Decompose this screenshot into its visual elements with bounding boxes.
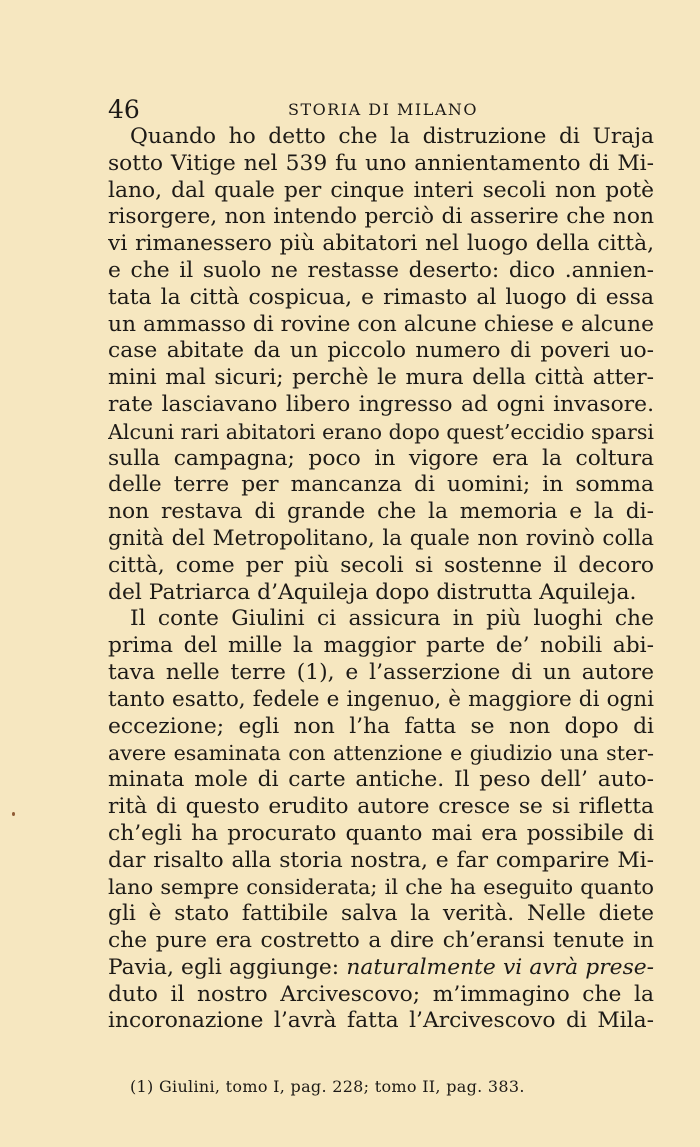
text-line: vi rimanessero più abitatori nel luogo della città, [108, 231, 654, 257]
text-line: rità di questo erudito autore cresce se si rifletta [108, 793, 654, 819]
text-line: ch’egli ha procurato quanto mai era possibile di [108, 820, 654, 846]
text-line: e che il suolo ne restasse deserto: dico .annien- [108, 257, 654, 283]
text-line: prima del mille la maggior parte de’ nobili abi- [108, 633, 654, 659]
body-text [108, 124, 654, 1035]
text-line: delle terre per mancanza di uomini; in somma [108, 472, 654, 498]
text-line: sotto Vitige nel 539 fu uno annientamento di Mi- [108, 150, 654, 176]
text-line: sulla campagna; poco in vigore era la coltura [108, 445, 654, 471]
text-line: città, come per più secoli si sostenne il decoro [108, 552, 654, 578]
text-line-italic: duto il nostro Arcivescovo; m’immagino che la [108, 981, 654, 1007]
text-line: un ammasso di rovine con alcune chiese e alcune [108, 311, 654, 337]
footnote: (1) Giulini, tomo I, pag. 228; tomo II, pag. 383. [130, 1077, 525, 1096]
text-line-italic: naturalmente vi avrà prese- [346, 954, 654, 980]
text-line: non restava di grande che la memoria e la di- [108, 499, 654, 525]
text-line: rate lasciavano libero ingresso ad ogni invasore. [108, 391, 654, 417]
text-line: lano, dal quale per cinque interi secoli non potè [108, 177, 654, 203]
text-line-roman: Pavia, egli aggiunge: [108, 954, 340, 980]
text-line: tava nelle terre (1), e l’asserzione di un autore [108, 659, 654, 685]
page-header [108, 96, 653, 124]
running-title: STORIA DI MILANO [288, 100, 478, 119]
text-line-mixed [108, 955, 654, 982]
text-line: avere esaminata con attenzione e giudizio una ster- [108, 741, 654, 766]
text-line: minata mole di carte antiche. Il peso dell’ auto- [108, 767, 654, 793]
text-line: mini mal sicuri; perchè le mura della città atter- [108, 365, 654, 391]
text-line: tanto esatto, fedele e ingenuo, è maggiore di ogni [108, 686, 654, 712]
text-line: case abitate da un piccolo numero di poveri uo- [108, 338, 654, 364]
text-line-italic: incoronazione l’avrà fatta l’Arcivescovo di Mila- [108, 1008, 654, 1034]
text-line: Quando ho detto che la distruzione di Uraja [130, 124, 654, 149]
text-line: Alcuni rari abitatori erano dopo quest’eccidio sparsi [108, 419, 654, 444]
text-line: Il conte Giulini ci assicura in più luoghi che [130, 606, 654, 632]
page-number: 46 [108, 95, 140, 124]
text-line: gnità del Metropolitano, la quale non rovinò colla [108, 525, 654, 551]
text-line: tata la città cospicua, e rimasto al luogo di essa [108, 284, 654, 310]
text-line: gli è stato fattibile salva la verità. Nelle diete [108, 901, 654, 927]
text-line: eccezione; egli non l’ha fatta se non dopo di [108, 713, 654, 739]
text-line: che pure era costretto a dire ch’eransi tenute in [108, 927, 654, 953]
text-line: dar risalto alla storia nostra, e far comparire Mi- [108, 847, 654, 873]
text-line: del Patriarca d’Aquileja dopo distrutta Aquileja. [108, 579, 637, 605]
text-line: risorgere, non intendo perciò di asserire che non [108, 204, 654, 230]
ink-speck [12, 812, 15, 816]
text-line: lano sempre considerata; il che ha eseguito quanto [108, 875, 654, 900]
